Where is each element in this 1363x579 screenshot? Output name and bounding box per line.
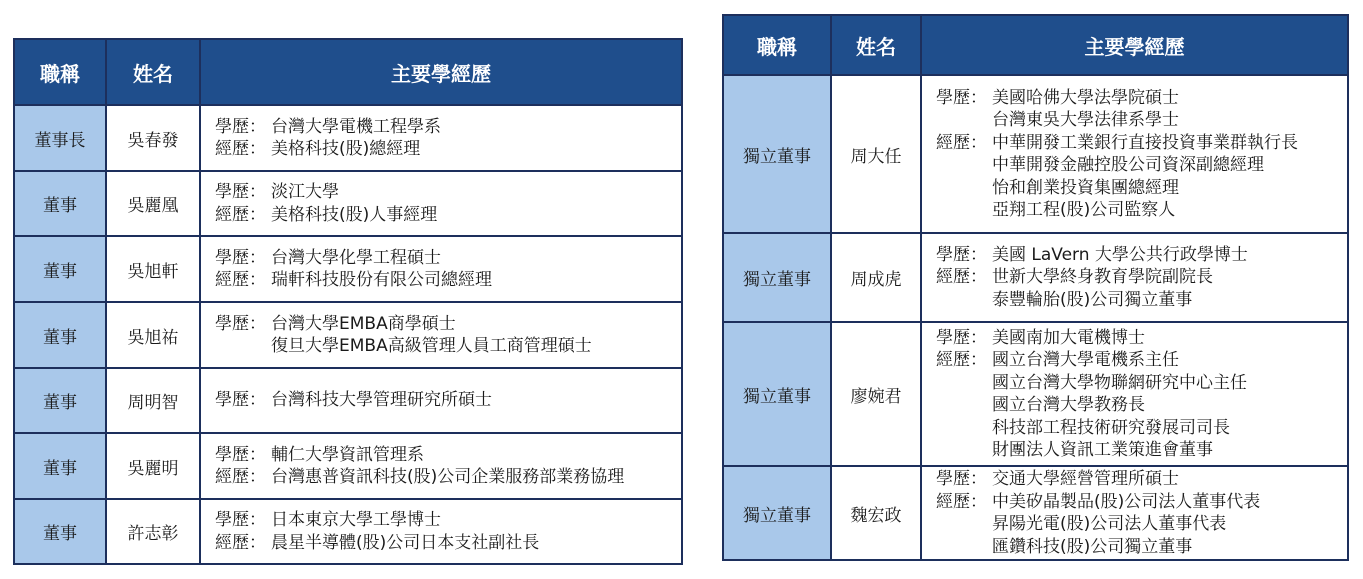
line-label: 學歷：: [215, 444, 266, 465]
member-name: 魏宏政: [831, 466, 921, 560]
position-title: 董事: [14, 236, 106, 302]
background-line: [215, 509, 681, 532]
line-label: 經歷：: [936, 350, 987, 370]
background-line: [936, 349, 1347, 372]
line-text: 復旦大學EMBA高級管理人員工商管理碩士: [271, 336, 592, 356]
member-name: 周成虎: [831, 233, 921, 322]
line-label: 學歷：: [936, 244, 987, 265]
background-line: [936, 372, 1347, 395]
position-title: 獨立董事: [723, 75, 831, 233]
line-label: 學歷：: [936, 327, 987, 348]
background-line: [215, 313, 681, 336]
background-line: [936, 132, 1347, 155]
background-line: [215, 444, 681, 467]
background-line: [215, 335, 681, 358]
line-text: 台灣大學電機工程學系: [271, 116, 441, 137]
line-text: 科技部工程技術研究發展司司長: [992, 417, 1230, 438]
table-row: [723, 75, 1348, 233]
background-line: [936, 394, 1347, 417]
background-cell: [921, 233, 1348, 322]
background-line: [936, 266, 1347, 289]
line-text: 中華開發金融控股公司資深副總經理: [992, 155, 1264, 175]
line-text: 中美矽晶製品(股)公司法人董事代表: [992, 491, 1261, 512]
line-text: 美格科技(股)總經理: [271, 139, 421, 159]
background-line: [215, 389, 681, 412]
line-label: 學歷：: [215, 390, 266, 411]
line-text: 怡和創業投資集團總經理: [992, 177, 1179, 198]
line-text: 泰豐輪胎(股)公司獨立董事: [992, 289, 1193, 310]
header-name: 姓名: [831, 15, 921, 75]
header-title: 職稱: [14, 39, 106, 105]
header-bio: 主要學經歷: [200, 39, 682, 105]
board-table-right: [722, 14, 1349, 561]
header-row: [14, 39, 682, 105]
background-cell: [200, 171, 682, 236]
line-label: 經歷：: [936, 491, 987, 512]
line-label: 學歷：: [215, 116, 266, 137]
background-line: [936, 199, 1347, 222]
background-cell: [200, 302, 682, 368]
background-line: [215, 466, 681, 489]
header-bio: 主要學經歷: [921, 15, 1348, 75]
line-text: 淡江大學: [271, 182, 339, 202]
line-text: 美國 LaVern 大學公共行政學博士: [992, 244, 1248, 265]
line-text: 亞翔工程(股)公司監察人: [992, 200, 1176, 220]
table-row: [14, 499, 682, 564]
member-name: 吳旭軒: [106, 236, 200, 302]
line-text: 昇陽光電(股)公司法人董事代表: [992, 514, 1227, 534]
member-name: 周大任: [831, 75, 921, 233]
position-title: 董事: [14, 171, 106, 236]
member-name: 吳旭祐: [106, 302, 200, 368]
line-text: 台灣惠普資訊科技(股)公司企業服務部業務協理: [271, 467, 625, 487]
background-line: [936, 491, 1347, 514]
table-row: [14, 368, 682, 433]
background-cell: [200, 236, 682, 302]
line-label: 經歷：: [936, 132, 987, 153]
background-cell: [200, 433, 682, 499]
background-cell: [200, 499, 682, 564]
background-line: [215, 181, 681, 204]
background-line: [936, 154, 1347, 177]
board-table-left: [13, 38, 683, 565]
line-text: 瑞軒科技股份有限公司總經理: [271, 270, 492, 290]
line-text: 美格科技(股)人事經理: [271, 204, 438, 225]
line-text: 國立台灣大學物聯網研究中心主任: [992, 372, 1247, 393]
background-line: [215, 532, 681, 555]
line-text: 世新大學終身教育學院副院長: [992, 267, 1213, 288]
background-line: [936, 289, 1347, 312]
line-text: 匯鑽科技(股)公司獨立董事: [992, 536, 1193, 557]
background-cell: [200, 368, 682, 433]
member-name: 廖婉君: [831, 322, 921, 466]
header-title: 職稱: [723, 15, 831, 75]
position-title: 獨立董事: [723, 466, 831, 560]
line-label: 經歷：: [936, 267, 987, 288]
position-title: 董事: [14, 433, 106, 499]
background-line: [215, 204, 681, 227]
line-text: 晨星半導體(股)公司日本支社副社長: [271, 532, 540, 553]
member-name: 吳麗凰: [106, 171, 200, 236]
header-name: 姓名: [106, 39, 200, 105]
background-line: [936, 417, 1347, 440]
background-line: [215, 116, 681, 139]
table-row: [14, 433, 682, 499]
background-line: [936, 513, 1347, 536]
background-line: [936, 87, 1347, 110]
table-row: [723, 233, 1348, 322]
right-table-body: [723, 75, 1348, 560]
table-row: [14, 236, 682, 302]
background-cell: [200, 105, 682, 171]
line-text: 美國哈佛大學法學院碩士: [992, 87, 1179, 108]
background-line: [936, 327, 1347, 350]
background-line: [936, 439, 1347, 462]
background-cell: [921, 322, 1348, 466]
line-text: 日本東京大學工學博士: [271, 510, 441, 530]
background-line: [215, 247, 681, 270]
line-label: 學歷：: [215, 313, 266, 334]
line-label: 學歷：: [936, 87, 987, 108]
position-title: 董事: [14, 499, 106, 564]
line-label: 經歷：: [215, 139, 266, 159]
position-title: 董事: [14, 302, 106, 368]
background-line: [936, 177, 1347, 200]
member-name: 周明智: [106, 368, 200, 433]
line-text: 國立台灣大學教務長: [992, 395, 1145, 415]
background-line: [936, 244, 1347, 267]
left-table-body: [14, 105, 682, 564]
line-label: 學歷：: [215, 510, 266, 530]
member-name: 吳麗明: [106, 433, 200, 499]
background-line: [936, 109, 1347, 132]
background-line: [215, 269, 681, 292]
member-name: 許志彰: [106, 499, 200, 564]
line-text: 中華開發工業銀行直接投資事業群執行長: [992, 132, 1298, 153]
line-text: 台灣大學EMBA商學碩士: [271, 313, 456, 334]
line-label: 經歷：: [215, 467, 266, 487]
line-label: 經歷：: [215, 532, 266, 553]
position-title: 獨立董事: [723, 233, 831, 322]
line-label: 經歷：: [215, 204, 266, 225]
background-line: [936, 536, 1347, 559]
position-title: 董事: [14, 368, 106, 433]
background-line: [215, 138, 681, 161]
line-label: 經歷：: [215, 270, 266, 290]
line-label: 學歷：: [936, 469, 987, 489]
line-label: 學歷：: [215, 247, 266, 268]
header-row: [723, 15, 1348, 75]
line-text: 輔仁大學資訊管理系: [271, 444, 424, 465]
member-name: 吳春發: [106, 105, 200, 171]
line-text: 美國南加大電機博士: [992, 327, 1145, 348]
table-row: [14, 105, 682, 171]
position-title: 董事長: [14, 105, 106, 171]
position-title: 獨立董事: [723, 322, 831, 466]
line-text: 台灣科技大學管理研究所碩士: [271, 390, 492, 411]
line-text: 國立台灣大學電機系主任: [992, 350, 1179, 370]
table-row: [14, 302, 682, 368]
table-row: [723, 322, 1348, 466]
background-cell: [921, 75, 1348, 233]
line-text: 交通大學經營管理所碩士: [992, 469, 1179, 489]
line-text: 台灣東吳大學法律系學士: [992, 110, 1179, 130]
table-row: [14, 171, 682, 236]
background-cell: [921, 466, 1348, 560]
table-row: [723, 466, 1348, 560]
line-text: 台灣大學化學工程碩士: [271, 247, 441, 268]
background-line: [936, 468, 1347, 491]
line-label: 學歷：: [215, 182, 266, 202]
line-text: 財團法人資訊工業策進會董事: [992, 440, 1213, 460]
